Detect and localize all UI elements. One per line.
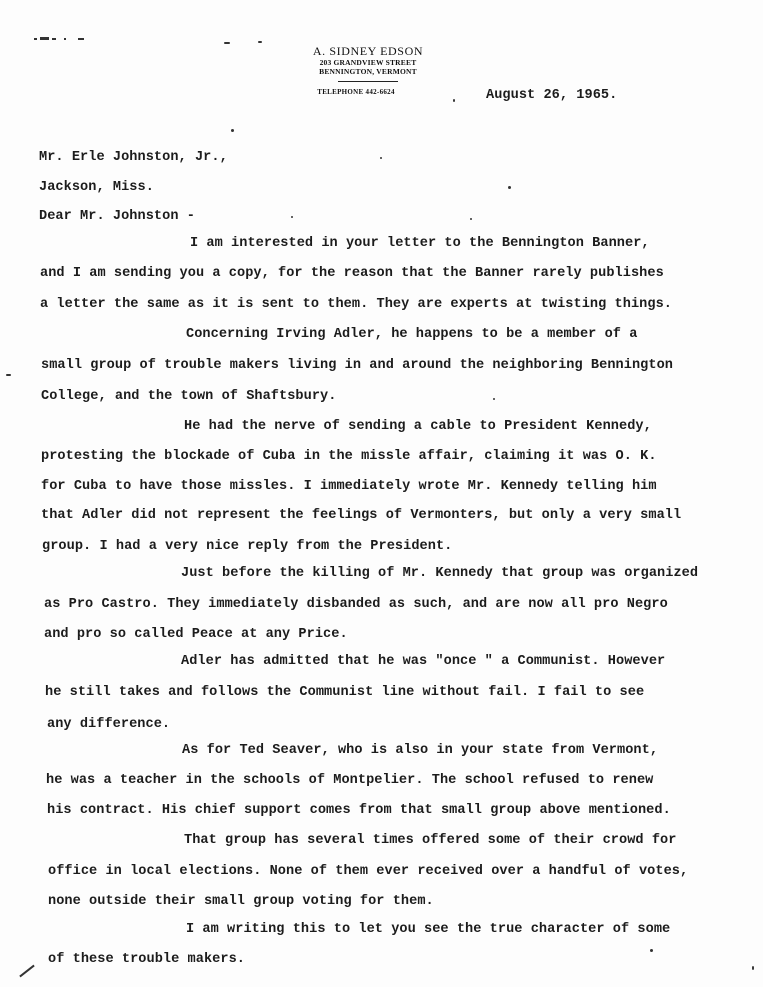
- body-line: Adler has admitted that he was "once " a Communist. However: [181, 654, 666, 669]
- body-line: I am interested in your letter to the Bennington Banner,: [190, 236, 650, 251]
- body-line: I am writing this to let you see the true character of some: [186, 922, 671, 937]
- pen-mark: [19, 965, 34, 978]
- body-line: a letter the same as it is sent to them. They are experts at twisting things.: [40, 297, 672, 312]
- scan-speck: [493, 398, 495, 400]
- body-line: Concerning Irving Adler, he happens to be a member of a: [186, 327, 638, 342]
- body-line: That group has several times offered some of their crowd for: [184, 833, 677, 848]
- letterhead: [298, 44, 438, 97]
- body-line: for Cuba to have those missles. I immediately wrote Mr. Kennedy telling him: [41, 479, 657, 494]
- scan-speck: [224, 42, 230, 44]
- body-line: of these trouble makers.: [48, 952, 245, 967]
- body-line: that Adler did not represent the feelings of Vermonters, but only a very small: [41, 508, 682, 523]
- body-line: he still takes and follows the Communist line without fail. I fail to see: [45, 685, 645, 700]
- body-line: small group of trouble makers living in and around the neighboring Bennington: [41, 358, 673, 373]
- scan-speck: [650, 949, 653, 952]
- body-line: none outside their small group voting for them.: [48, 894, 434, 909]
- body-line: his contract. His chief support comes from that small group above mentioned.: [47, 803, 671, 818]
- scan-speck: [470, 218, 472, 220]
- scan-speck: [752, 966, 754, 970]
- scan-speck: [231, 129, 234, 132]
- body-line: any difference.: [47, 717, 171, 732]
- letterhead-telephone: TELEPHONE 442-6624: [317, 88, 395, 96]
- salutation: Dear Mr. Johnston -: [39, 209, 195, 224]
- body-line: he was a teacher in the schools of Montpelier. The school refused to renew: [46, 773, 654, 788]
- scan-speck: [380, 157, 382, 159]
- body-line: office in local elections. None of them ever received over a handful of votes,: [48, 864, 689, 879]
- recipient-location: Jackson, Miss.: [39, 180, 154, 195]
- body-line: and pro so called Peace at any Price.: [44, 627, 348, 642]
- body-line: He had the nerve of sending a cable to President Kennedy,: [184, 419, 652, 434]
- scan-speck: [258, 41, 262, 43]
- body-line: group. I had a very nice reply from the President.: [42, 539, 453, 554]
- body-line: protesting the blockade of Cuba in the missle affair, claiming it was O. K.: [41, 449, 657, 464]
- body-line: and I am sending you a copy, for the reason that the Banner rarely publishes: [40, 266, 664, 281]
- scan-speck: [6, 374, 11, 376]
- body-line: As for Ted Seaver, who is also in your state from Vermont,: [182, 743, 659, 758]
- scan-mark: [34, 36, 90, 42]
- recipient-name: Mr. Erle Johnston, Jr.,: [39, 150, 228, 165]
- letterhead-city: BENNINGTON, VERMONT: [319, 67, 417, 76]
- letterhead-rule: [338, 81, 398, 82]
- body-line: as Pro Castro. They immediately disbanded as such, and are now all pro Negro: [44, 597, 668, 612]
- letterhead-street: 203 GRANDVIEW STREET: [319, 58, 417, 67]
- letterhead-name: A. SIDNEY EDSON: [312, 44, 424, 58]
- scan-speck: [453, 99, 455, 102]
- scan-speck: [508, 186, 511, 189]
- letter-date: August 26, 1965.: [486, 88, 618, 103]
- body-line: Just before the killing of Mr. Kennedy that group was organized: [181, 566, 699, 581]
- body-line: College, and the town of Shaftsbury.: [41, 389, 337, 404]
- scan-speck: [291, 216, 293, 218]
